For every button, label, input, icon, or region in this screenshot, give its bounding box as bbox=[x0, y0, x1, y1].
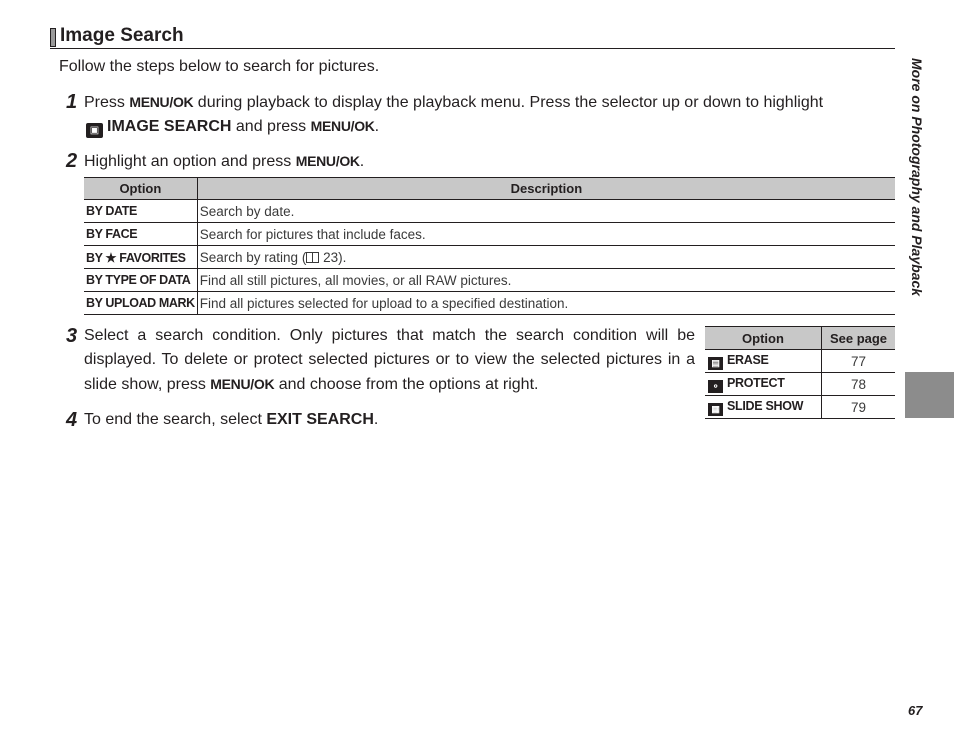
option-text: ERASE bbox=[727, 352, 769, 367]
menu-item-name: IMAGE SEARCH bbox=[107, 118, 232, 135]
page-cell: 77 bbox=[822, 350, 896, 373]
option-cell bbox=[84, 246, 197, 269]
slideshow-icon: ▦ bbox=[708, 403, 723, 416]
column-header: Option bbox=[84, 178, 197, 200]
page-number: 67 bbox=[908, 703, 923, 718]
table-row bbox=[84, 269, 895, 292]
option-cell: BY TYPE OF DATA bbox=[84, 269, 197, 292]
heading-rule bbox=[50, 48, 895, 49]
column-header: Description bbox=[197, 178, 895, 200]
page-reference: 23 bbox=[319, 249, 339, 265]
step-text: . bbox=[359, 153, 365, 170]
trash-icon: ▤ bbox=[708, 357, 723, 370]
table-row bbox=[705, 396, 895, 419]
menu-ok-key: MENU/OK bbox=[129, 94, 194, 110]
step-text: Highlight an option and press bbox=[84, 153, 296, 170]
table-row bbox=[705, 350, 895, 373]
page-cell: 78 bbox=[822, 373, 896, 396]
step-text: and press bbox=[231, 118, 311, 135]
menu-ok-key: MENU/OK bbox=[310, 118, 375, 134]
actions-table bbox=[705, 326, 895, 419]
table-row bbox=[84, 246, 895, 269]
step-number: 1 bbox=[66, 91, 78, 113]
star-icon: ★ bbox=[105, 250, 117, 265]
table-row bbox=[84, 223, 895, 246]
option-cell bbox=[705, 373, 822, 396]
option-cell: BY UPLOAD MARK bbox=[84, 292, 197, 315]
step-2-text bbox=[84, 149, 364, 174]
step-text: Press bbox=[84, 94, 130, 111]
option-cell bbox=[705, 350, 822, 373]
step-number: 4 bbox=[66, 409, 78, 431]
chapter-side-label: More on Photography and Playback bbox=[909, 58, 925, 297]
option-text: FAVORITES bbox=[116, 250, 186, 265]
key-icon: ⚬ bbox=[708, 380, 723, 393]
option-text: BY bbox=[86, 250, 106, 265]
menu-item-name: EXIT SEARCH bbox=[266, 411, 374, 428]
step-1-line-1 bbox=[84, 90, 823, 115]
table-row bbox=[84, 292, 895, 315]
table-row bbox=[705, 373, 895, 396]
image-search-icon: ▣ bbox=[86, 123, 103, 138]
option-text: SLIDE SHOW bbox=[727, 398, 804, 413]
chapter-tab bbox=[905, 372, 954, 418]
step-text: and choose from the options at right. bbox=[274, 376, 539, 393]
option-cell: BY FACE bbox=[84, 223, 197, 246]
book-reference-icon bbox=[306, 252, 319, 263]
intro-text: Follow the steps below to search for pictures. bbox=[59, 58, 380, 75]
description-cell: Search for pictures that include faces. bbox=[197, 223, 895, 246]
heading-marker bbox=[50, 28, 56, 47]
description-cell: Find all still pictures, all movies, or all RAW pictures. bbox=[197, 269, 895, 292]
step-text: To end the search, select bbox=[84, 411, 267, 428]
table-row bbox=[84, 200, 895, 223]
description-text: Search by rating ( bbox=[199, 249, 307, 265]
page-cell: 79 bbox=[822, 396, 896, 419]
step-text: . bbox=[374, 118, 380, 135]
table-header-row bbox=[84, 178, 895, 200]
description-cell bbox=[197, 246, 895, 269]
step-text: Select a search condition. Only pictures that match the search condition will be displayed. To delete or protect selected pictures or to view the selected pictures in a slide show, press bbox=[84, 327, 695, 393]
description-cell: Find all pictures selected for upload to a specified destination. bbox=[197, 292, 895, 315]
step-number: 3 bbox=[66, 325, 78, 347]
step-4-text bbox=[84, 408, 378, 432]
option-text: PROTECT bbox=[727, 375, 785, 390]
table-header-row bbox=[705, 327, 895, 350]
search-options-table bbox=[84, 177, 895, 315]
step-number: 2 bbox=[66, 150, 78, 172]
step-text: during playback to display the playback menu. Press the selector up or down to highlight bbox=[193, 94, 824, 111]
description-text: ). bbox=[338, 249, 347, 265]
section-title: Image Search bbox=[60, 25, 184, 46]
description-cell: Search by date. bbox=[197, 200, 895, 223]
step-1-line-2 bbox=[86, 114, 379, 139]
option-cell bbox=[705, 396, 822, 419]
menu-ok-key: MENU/OK bbox=[210, 376, 275, 392]
step-text: . bbox=[373, 411, 379, 428]
menu-ok-key: MENU/OK bbox=[295, 153, 360, 169]
step-3-text bbox=[84, 324, 695, 397]
column-header: Option bbox=[705, 327, 822, 350]
option-cell: BY DATE bbox=[84, 200, 197, 223]
column-header: See page bbox=[822, 327, 896, 350]
